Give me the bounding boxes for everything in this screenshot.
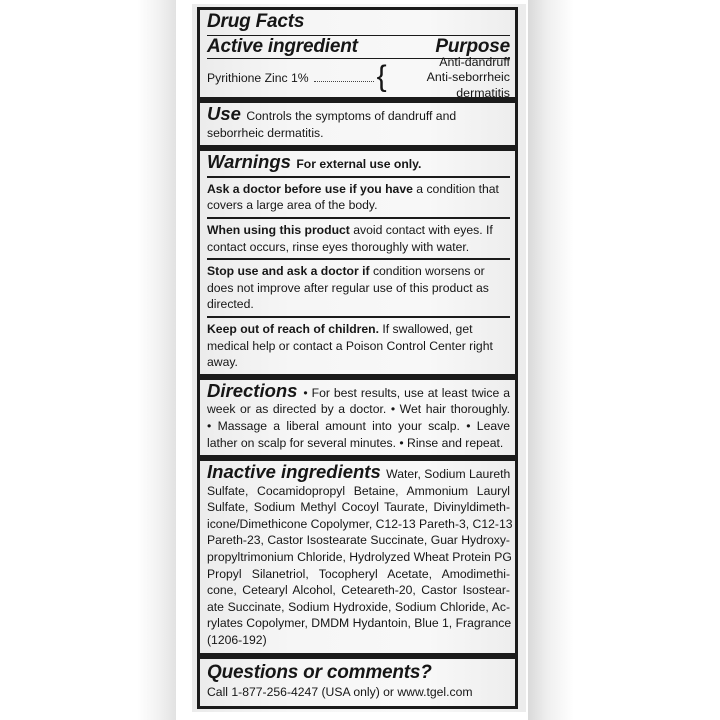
- drug-facts-title: Drug Facts: [207, 11, 305, 32]
- questions-contact: Call 1-877-256-4247 (USA only) or www.tgel.com: [207, 684, 473, 699]
- inactive-line: propyltrimonium Chloride, Hydrolyzed Wheat Protein PG: [207, 550, 512, 565]
- inactive-line: ate Succinate, Sodium Hydroxide, Sodium Chloride, Ac-: [207, 599, 510, 614]
- warning-item-bold: When using this product: [207, 222, 350, 237]
- inactive-line: Sulfate, Cocamidopropyl Betaine, Ammonium Lauryl: [207, 483, 510, 498]
- active-ingredient-row: [207, 54, 510, 100]
- warnings-heading: Warnings: [207, 151, 291, 173]
- inactive-line: Sulfate, Sodium Methyl Cocoyl Taurate, Divinyldimeth-: [207, 500, 510, 515]
- directions-line: lather on scalp for several minutes. • Rinse and repeat.: [207, 435, 504, 450]
- inactive-line: Pareth-23, Castor Isostearate Succinate, Guar Hydroxy-: [207, 533, 510, 548]
- background-left: [0, 0, 176, 720]
- inactive-line: (1206-192): [207, 633, 267, 648]
- inactive-line: icone/Dimethicone Copolymer, C12-13 Pareth-3, C12-13: [207, 516, 513, 531]
- inactive-line: cone, Cetearyl Alcohol, Ceteareth-20, Castor Isostear-: [207, 583, 510, 598]
- inactive-ingredients-heading: Inactive ingredients: [207, 461, 381, 483]
- use-section: [207, 103, 510, 145]
- directions-line-first: [207, 379, 510, 402]
- directions-text: • For best results, use at least twice a: [303, 385, 510, 400]
- inactive-ingredients-section: [207, 461, 513, 653]
- directions-line: • Massage a liberal amount into your scalp. • Leave: [207, 418, 510, 433]
- directions-line: week or as directed by a doctor. • Wet hair thoroughly.: [207, 402, 510, 417]
- purpose-heading: Purpose: [435, 36, 510, 57]
- warning-item-bold: Keep out of reach of children.: [207, 321, 379, 336]
- warning-item-bold: Stop use and ask a doctor if: [207, 264, 370, 279]
- inactive-text: Water, Sodium Laureth: [386, 467, 511, 482]
- warning-item: [207, 219, 510, 258]
- purpose-item: Anti-seborrheic dermatitis: [426, 70, 510, 100]
- leader-dots: [314, 81, 374, 82]
- warning-item-text: a condition that covers a large area of the body.: [207, 181, 499, 213]
- questions-heading: Questions or comments?: [207, 661, 432, 683]
- ingredient-name: Pyrithione Zinc 1%: [207, 70, 309, 85]
- inactive-line: rylates Copolymer, DMDM Hydantoin, Blue 1, Fragrance: [207, 616, 512, 631]
- warning-item-text: If swallowed, get medical help or contact a Poison Control Center right away.: [207, 321, 493, 370]
- background-right: [528, 0, 720, 720]
- warning-item: [207, 178, 510, 217]
- inactive-line-first: [207, 461, 511, 483]
- questions-section: [207, 659, 510, 704]
- drug-facts-label: [197, 7, 518, 709]
- active-ingredient-heading: Active ingredient: [207, 36, 358, 57]
- directions-section: [207, 380, 510, 455]
- inactive-line: Propyl Silanetriol, Tocopheryl Acetate, Amodimethi-: [207, 566, 510, 581]
- brace-icon: {: [376, 60, 387, 93]
- warning-item: [207, 260, 510, 316]
- warnings-heading-row: [207, 151, 510, 176]
- use-text: Controls the symptoms of dandruff and seborrheic dermatitis.: [207, 109, 457, 140]
- warning-item-text: condition worsens or does not improve after regular use of this product as directed.: [207, 264, 489, 312]
- warning-item-text: avoid contact with eyes. If contact occurs, rinse eyes thoroughly with water.: [207, 222, 493, 254]
- warning-item-bold: Ask a doctor before use if you have: [207, 181, 413, 196]
- purpose-item: Anti-dandruff: [439, 54, 510, 69]
- directions-heading: Directions: [207, 379, 298, 401]
- ingredient-cell: [207, 60, 388, 93]
- purpose-list: [388, 55, 510, 102]
- warnings-subheading: For external use only.: [296, 157, 422, 172]
- use-heading: Use: [207, 103, 241, 124]
- warning-item: [207, 318, 510, 374]
